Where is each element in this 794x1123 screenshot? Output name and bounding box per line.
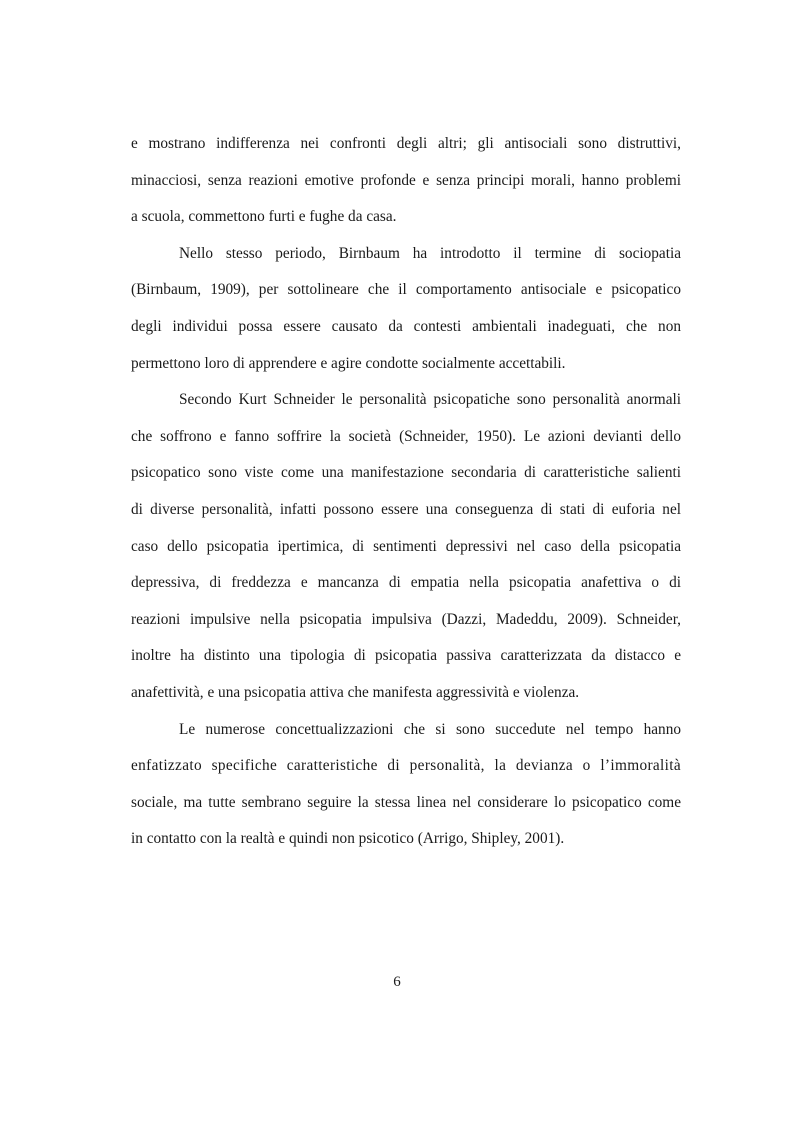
paragraph-2	[131, 236, 681, 382]
text-line: Secondo Kurt Schneider le personalità psicopatiche sono personalità anormali	[179, 391, 681, 409]
text-line: (Birnbaum, 1909), per sottolineare che il comportamento antisociale e psicopatico	[131, 281, 681, 299]
text-line: sociale, ma tutte sembrano seguire la stessa linea nel considerare lo psicopatico come	[131, 793, 681, 811]
text-line: reazioni impulsive nella psicopatia impulsiva (Dazzi, Madeddu, 2009). Schneider,	[131, 610, 681, 628]
text-line: a scuola, commettono furti e fughe da casa.	[131, 208, 397, 226]
text-line: minacciosi, senza reazioni emotive profonde e senza principi morali, hanno problemi	[131, 171, 681, 189]
text-line: Nello stesso periodo, Birnbaum ha introdotto il termine di sociopatia	[179, 244, 681, 262]
text-line: in contatto con la realtà e quindi non psicotico (Arrigo, Shipley, 2001).	[131, 830, 565, 848]
body-text	[131, 126, 681, 858]
paragraph-1	[131, 126, 681, 236]
text-line: anafettività, e una psicopatia attiva che manifesta aggressività e violenza.	[131, 683, 580, 701]
page-number: 6	[393, 974, 401, 990]
text-line: caso dello psicopatia ipertimica, di sentimenti depressivi nel caso della psicopatia	[131, 537, 681, 555]
paragraph-3	[131, 382, 681, 711]
text-line: di diverse personalità, infatti possono essere una conseguenza di stati di euforia nel	[131, 500, 681, 518]
text-line: depressiva, di freddezza e mancanza di empatia nella psicopatia anafettiva o di	[131, 574, 681, 592]
paragraph-4	[131, 712, 681, 858]
text-line: psicopatico sono viste come una manifestazione secondaria di caratteristiche salienti	[131, 464, 681, 482]
text-line: che soffrono e fanno soffrire la società (Schneider, 1950). Le azioni devianti dello	[131, 427, 681, 445]
text-line: Le numerose concettualizzazioni che si sono succedute nel tempo hanno	[179, 720, 681, 738]
text-line: e mostrano indifferenza nei confronti degli altri; gli antisociali sono distruttivi,	[131, 135, 681, 152]
text-line: inoltre ha distinto una tipologia di psicopatia passiva caratterizzata da distacco e	[131, 647, 681, 665]
text-line: degli individui possa essere causato da contesti ambientali inadeguati, che non	[131, 317, 681, 335]
text-line: enfatizzato specifiche caratteristiche di personalità, la devianza o l’immoralità	[131, 757, 681, 775]
text-line: permettono loro di apprendere e agire condotte socialmente accettabili.	[131, 354, 566, 372]
